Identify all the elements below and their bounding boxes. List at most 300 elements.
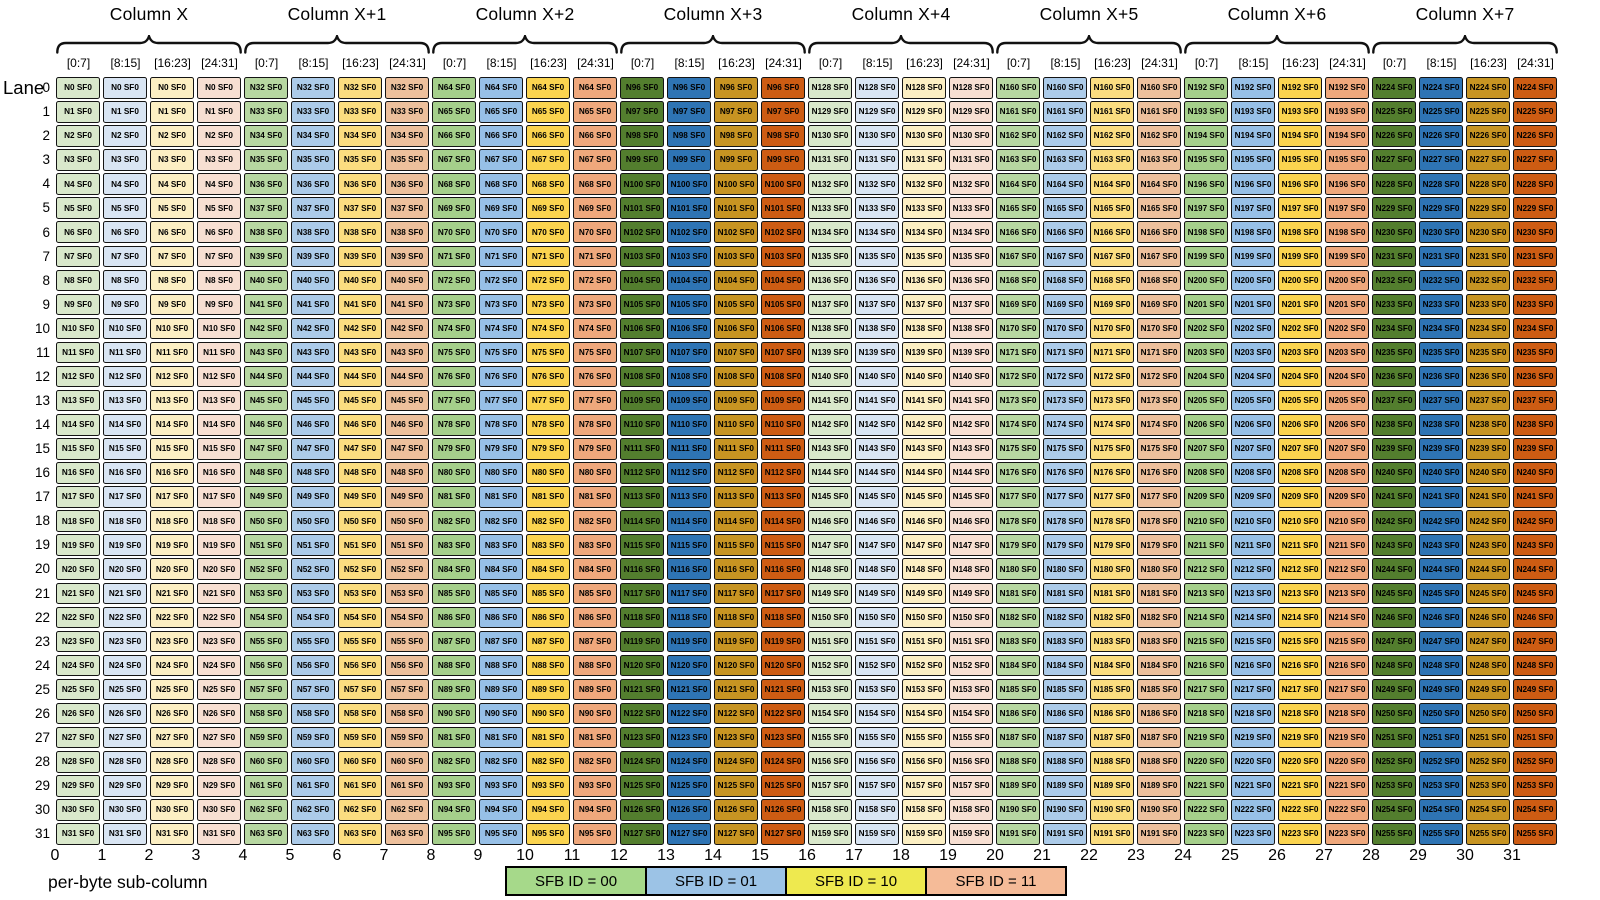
cell: N115 SF0 (761, 534, 805, 556)
cell: N139 SF0 (855, 342, 899, 364)
axis-number: 7 (379, 847, 389, 864)
cell: N130 SF0 (902, 125, 946, 147)
cell: N75 SF0 (432, 342, 476, 364)
cell: N179 SF0 (996, 534, 1040, 556)
cell: N158 SF0 (855, 799, 899, 821)
cell: N238 SF0 (1513, 414, 1557, 436)
cell: N212 SF0 (1184, 558, 1228, 580)
cell: N150 SF0 (949, 607, 993, 629)
cell: N16 SF0 (56, 462, 100, 484)
cell: N232 SF0 (1419, 270, 1463, 292)
cell: N43 SF0 (244, 342, 288, 364)
cell: N240 SF0 (1372, 462, 1416, 484)
cell: N223 SF0 (1231, 823, 1275, 845)
legend-box (505, 866, 647, 896)
cell: N142 SF0 (902, 414, 946, 436)
cell: N77 SF0 (573, 390, 617, 412)
cell: N64 SF0 (573, 77, 617, 99)
cell: N88 SF0 (479, 655, 523, 677)
cell: N95 SF0 (573, 823, 617, 845)
lane-number: 17 (34, 489, 50, 505)
cell: N69 SF0 (526, 197, 570, 219)
cell: N212 SF0 (1231, 558, 1275, 580)
cell: N2 SF0 (197, 125, 241, 147)
cell: N187 SF0 (1090, 727, 1134, 749)
cell: N210 SF0 (1278, 510, 1322, 532)
cell: N195 SF0 (1325, 149, 1369, 171)
cell: N20 SF0 (197, 558, 241, 580)
cell: N104 SF0 (667, 270, 711, 292)
cell: N127 SF0 (667, 823, 711, 845)
cell: N198 SF0 (1231, 221, 1275, 243)
cell: N56 SF0 (338, 655, 382, 677)
column-group-label: Column X+4 (851, 4, 951, 24)
lane-number: 15 (34, 441, 50, 457)
cell: N16 SF0 (150, 462, 194, 484)
legend-label: SFB ID = 11 (955, 872, 1037, 890)
cell: N127 SF0 (620, 823, 664, 845)
cell: N170 SF0 (1090, 318, 1134, 340)
cell: N8 SF0 (56, 270, 100, 292)
cell: N157 SF0 (855, 775, 899, 797)
cell: N81 SF0 (432, 486, 476, 508)
cell: N155 SF0 (855, 727, 899, 749)
cell: N10 SF0 (56, 318, 100, 340)
cell: N213 SF0 (1184, 583, 1228, 605)
cell: N4 SF0 (103, 173, 147, 195)
cell: N121 SF0 (667, 679, 711, 701)
legend-box (645, 866, 787, 896)
cell: N71 SF0 (526, 246, 570, 268)
cell: N179 SF0 (1043, 534, 1087, 556)
cell: N174 SF0 (1043, 414, 1087, 436)
cell: N17 SF0 (197, 486, 241, 508)
cell: N219 SF0 (1278, 727, 1322, 749)
cell: N205 SF0 (1231, 390, 1275, 412)
cell: N126 SF0 (761, 799, 805, 821)
cell: N207 SF0 (1184, 438, 1228, 460)
cell: N189 SF0 (1043, 775, 1087, 797)
cell: N240 SF0 (1513, 462, 1557, 484)
cell: N199 SF0 (1184, 246, 1228, 268)
cell: N116 SF0 (714, 558, 758, 580)
cell: N198 SF0 (1278, 221, 1322, 243)
cell: N37 SF0 (244, 197, 288, 219)
cell: N79 SF0 (479, 438, 523, 460)
cell: N55 SF0 (385, 631, 429, 653)
cell: N219 SF0 (1231, 727, 1275, 749)
cell: N149 SF0 (808, 583, 852, 605)
cell: N12 SF0 (150, 366, 194, 388)
cell: N218 SF0 (1278, 703, 1322, 725)
cell: N225 SF0 (1372, 101, 1416, 123)
cell: N208 SF0 (1184, 462, 1228, 484)
cell: N250 SF0 (1513, 703, 1557, 725)
cell: N72 SF0 (479, 270, 523, 292)
cell: N255 SF0 (1372, 823, 1416, 845)
cell: N239 SF0 (1466, 438, 1510, 460)
cell: N31 SF0 (197, 823, 241, 845)
cell: N109 SF0 (667, 390, 711, 412)
subcolumn-label: [24:31] (389, 56, 426, 70)
axis-number: 3 (191, 847, 201, 864)
cell: N85 SF0 (432, 583, 476, 605)
cell: N124 SF0 (620, 751, 664, 773)
cell: N224 SF0 (1419, 77, 1463, 99)
cell: N79 SF0 (526, 438, 570, 460)
cell: N201 SF0 (1278, 294, 1322, 316)
cell: N156 SF0 (902, 751, 946, 773)
cell: N83 SF0 (526, 534, 570, 556)
cell: N23 SF0 (103, 631, 147, 653)
cell: N175 SF0 (1090, 438, 1134, 460)
cell: N160 SF0 (1137, 77, 1181, 99)
subcolumn-label: [8:15] (110, 56, 141, 70)
cell: N199 SF0 (1231, 246, 1275, 268)
cell: N154 SF0 (949, 703, 993, 725)
cell: N194 SF0 (1184, 125, 1228, 147)
cell: N44 SF0 (338, 366, 382, 388)
cell: N241 SF0 (1372, 486, 1416, 508)
cell: N93 SF0 (479, 775, 523, 797)
cell: N77 SF0 (432, 390, 476, 412)
cell: N227 SF0 (1466, 149, 1510, 171)
cell: N245 SF0 (1372, 583, 1416, 605)
cell: N195 SF0 (1278, 149, 1322, 171)
cell: N82 SF0 (573, 751, 617, 773)
cell: N37 SF0 (338, 197, 382, 219)
cell: N13 SF0 (56, 390, 100, 412)
cell: N236 SF0 (1372, 366, 1416, 388)
column-group-label: Column X+5 (1039, 4, 1139, 24)
cell: N35 SF0 (291, 149, 335, 171)
cell: N53 SF0 (385, 583, 429, 605)
cell: N57 SF0 (244, 679, 288, 701)
cell: N98 SF0 (667, 125, 711, 147)
cell: N162 SF0 (1043, 125, 1087, 147)
cell: N118 SF0 (667, 607, 711, 629)
cell: N237 SF0 (1466, 390, 1510, 412)
cell: N176 SF0 (1090, 462, 1134, 484)
cell: N52 SF0 (244, 558, 288, 580)
cell: N13 SF0 (197, 390, 241, 412)
cell: N182 SF0 (996, 607, 1040, 629)
cell: N80 SF0 (573, 462, 617, 484)
cell: N207 SF0 (1325, 438, 1369, 460)
cell: N56 SF0 (244, 655, 288, 677)
cell: N10 SF0 (197, 318, 241, 340)
cell: N76 SF0 (573, 366, 617, 388)
cell: N97 SF0 (761, 101, 805, 123)
cell: N203 SF0 (1231, 342, 1275, 364)
cell: N142 SF0 (855, 414, 899, 436)
cell: N202 SF0 (1325, 318, 1369, 340)
cell: N23 SF0 (150, 631, 194, 653)
cell: N165 SF0 (1043, 197, 1087, 219)
cell: N222 SF0 (1184, 799, 1228, 821)
cell: N101 SF0 (620, 197, 664, 219)
cell: N90 SF0 (526, 703, 570, 725)
cell: N153 SF0 (855, 679, 899, 701)
cell: N89 SF0 (573, 679, 617, 701)
cell: N242 SF0 (1419, 510, 1463, 532)
cell: N102 SF0 (714, 221, 758, 243)
cell: N138 SF0 (902, 318, 946, 340)
cell: N188 SF0 (1137, 751, 1181, 773)
cell: N229 SF0 (1466, 197, 1510, 219)
cell: N84 SF0 (526, 558, 570, 580)
cell: N33 SF0 (244, 101, 288, 123)
cell: N158 SF0 (902, 799, 946, 821)
cell: N199 SF0 (1278, 246, 1322, 268)
cell: N193 SF0 (1184, 101, 1228, 123)
cell: N196 SF0 (1325, 173, 1369, 195)
subcolumn-label: [16:23] (342, 56, 379, 70)
cell: N188 SF0 (996, 751, 1040, 773)
subcolumn-label: [16:23] (906, 56, 943, 70)
cell: N11 SF0 (103, 342, 147, 364)
cell: N226 SF0 (1466, 125, 1510, 147)
cell: N162 SF0 (1090, 125, 1134, 147)
cell: N200 SF0 (1278, 270, 1322, 292)
cell: N42 SF0 (244, 318, 288, 340)
cell: N238 SF0 (1419, 414, 1463, 436)
cell: N216 SF0 (1231, 655, 1275, 677)
cell: N151 SF0 (808, 631, 852, 653)
cell: N240 SF0 (1466, 462, 1510, 484)
cell: N15 SF0 (150, 438, 194, 460)
lane-number: 10 (34, 320, 50, 336)
cell: N107 SF0 (667, 342, 711, 364)
cell: N184 SF0 (1043, 655, 1087, 677)
cell: N207 SF0 (1278, 438, 1322, 460)
cell: N43 SF0 (385, 342, 429, 364)
cell: N136 SF0 (808, 270, 852, 292)
cell: N161 SF0 (1043, 101, 1087, 123)
lane-number: 24 (34, 657, 50, 673)
cell: N1 SF0 (150, 101, 194, 123)
cell: N250 SF0 (1419, 703, 1463, 725)
cell: N100 SF0 (761, 173, 805, 195)
cell: N97 SF0 (667, 101, 711, 123)
cell: N236 SF0 (1513, 366, 1557, 388)
cell: N62 SF0 (338, 799, 382, 821)
cell: N99 SF0 (620, 149, 664, 171)
axis-number: 25 (1221, 847, 1239, 864)
lane-number: 14 (34, 417, 50, 432)
cell: N49 SF0 (291, 486, 335, 508)
cell: N118 SF0 (620, 607, 664, 629)
cell: N74 SF0 (432, 318, 476, 340)
cell: N16 SF0 (197, 462, 241, 484)
cell: N55 SF0 (244, 631, 288, 653)
cell: N99 SF0 (761, 149, 805, 171)
cell: N13 SF0 (150, 390, 194, 412)
cell: N82 SF0 (432, 510, 476, 532)
cell: N46 SF0 (244, 414, 288, 436)
cell: N38 SF0 (338, 221, 382, 243)
cell: N220 SF0 (1184, 751, 1228, 773)
cell: N255 SF0 (1466, 823, 1510, 845)
cell: N79 SF0 (573, 438, 617, 460)
cell: N14 SF0 (103, 414, 147, 436)
cell: N221 SF0 (1325, 775, 1369, 797)
cell: N167 SF0 (1043, 246, 1087, 268)
cell: N39 SF0 (244, 246, 288, 268)
lane-number: 3 (42, 152, 50, 168)
cell: N218 SF0 (1325, 703, 1369, 725)
cell: N224 SF0 (1466, 77, 1510, 99)
subcolumn-label: [0:7] (66, 56, 91, 70)
cell: N146 SF0 (902, 510, 946, 532)
subcolumn-label: [8:15] (862, 56, 893, 70)
cell: N119 SF0 (761, 631, 805, 653)
cell: N198 SF0 (1184, 221, 1228, 243)
cell: N204 SF0 (1231, 366, 1275, 388)
cell: N227 SF0 (1513, 149, 1557, 171)
cell: N245 SF0 (1419, 583, 1463, 605)
axis-number: 29 (1409, 847, 1427, 864)
cell: N244 SF0 (1513, 558, 1557, 580)
cell: N78 SF0 (432, 414, 476, 436)
cell: N70 SF0 (573, 221, 617, 243)
cell: N158 SF0 (949, 799, 993, 821)
cell: N81 SF0 (432, 727, 476, 749)
cell: N38 SF0 (385, 221, 429, 243)
cell: N249 SF0 (1372, 679, 1416, 701)
cell: N59 SF0 (291, 727, 335, 749)
cell: N94 SF0 (573, 799, 617, 821)
cell: N12 SF0 (56, 366, 100, 388)
cell: N186 SF0 (996, 703, 1040, 725)
cell: N209 SF0 (1184, 486, 1228, 508)
cell: N251 SF0 (1513, 727, 1557, 749)
cell: N236 SF0 (1466, 366, 1510, 388)
cell: N47 SF0 (244, 438, 288, 460)
cell: N110 SF0 (714, 414, 758, 436)
cell: N215 SF0 (1184, 631, 1228, 653)
cell: N180 SF0 (1090, 558, 1134, 580)
cell: N40 SF0 (385, 270, 429, 292)
cell: N196 SF0 (1231, 173, 1275, 195)
cell: N24 SF0 (197, 655, 241, 677)
cell: N29 SF0 (150, 775, 194, 797)
cell: N61 SF0 (385, 775, 429, 797)
cell: N180 SF0 (1137, 558, 1181, 580)
cell: N82 SF0 (526, 510, 570, 532)
cell: N135 SF0 (902, 246, 946, 268)
cell: N84 SF0 (479, 558, 523, 580)
cell: N43 SF0 (338, 342, 382, 364)
cell: N101 SF0 (667, 197, 711, 219)
cell: N21 SF0 (150, 583, 194, 605)
cell: N201 SF0 (1231, 294, 1275, 316)
cell: N49 SF0 (244, 486, 288, 508)
cell: N62 SF0 (291, 799, 335, 821)
cell: N70 SF0 (526, 221, 570, 243)
cell: N125 SF0 (667, 775, 711, 797)
cell: N214 SF0 (1325, 607, 1369, 629)
cell: N16 SF0 (103, 462, 147, 484)
cell: N110 SF0 (667, 414, 711, 436)
cell: N40 SF0 (338, 270, 382, 292)
cell: N206 SF0 (1184, 414, 1228, 436)
subcolumn-label: [0:7] (442, 56, 467, 70)
lane-number: 12 (34, 368, 50, 384)
cell: N113 SF0 (620, 486, 664, 508)
cell: N30 SF0 (103, 799, 147, 821)
cell: N119 SF0 (667, 631, 711, 653)
cell: N73 SF0 (432, 294, 476, 316)
cell: N243 SF0 (1466, 534, 1510, 556)
cell: N99 SF0 (714, 149, 758, 171)
cell: N218 SF0 (1184, 703, 1228, 725)
cell: N127 SF0 (761, 823, 805, 845)
cell: N172 SF0 (996, 366, 1040, 388)
cell: N215 SF0 (1278, 631, 1322, 653)
cell: N109 SF0 (714, 390, 758, 412)
axis-number: 16 (798, 847, 816, 864)
cell: N203 SF0 (1325, 342, 1369, 364)
cell: N146 SF0 (808, 510, 852, 532)
cell: N147 SF0 (855, 534, 899, 556)
cell: N177 SF0 (1137, 486, 1181, 508)
cell: N152 SF0 (855, 655, 899, 677)
cell: N236 SF0 (1419, 366, 1463, 388)
cell: N178 SF0 (1090, 510, 1134, 532)
cell: N188 SF0 (1090, 751, 1134, 773)
cell: N54 SF0 (291, 607, 335, 629)
cell: N66 SF0 (479, 125, 523, 147)
cell: N233 SF0 (1419, 294, 1463, 316)
cell: N82 SF0 (526, 751, 570, 773)
cell: N231 SF0 (1419, 246, 1463, 268)
cell: N27 SF0 (197, 727, 241, 749)
cell: N68 SF0 (432, 173, 476, 195)
cell: N193 SF0 (1278, 101, 1322, 123)
cell: N237 SF0 (1372, 390, 1416, 412)
lane-number: 28 (34, 754, 50, 769)
cell: N9 SF0 (103, 294, 147, 316)
cell: N251 SF0 (1466, 727, 1510, 749)
cell: N165 SF0 (1137, 197, 1181, 219)
cell: N251 SF0 (1419, 727, 1463, 749)
cell: N17 SF0 (150, 486, 194, 508)
axis-number: 24 (1174, 847, 1192, 864)
cell: N132 SF0 (902, 173, 946, 195)
cell: N62 SF0 (385, 799, 429, 821)
cell: N59 SF0 (385, 727, 429, 749)
cell: N149 SF0 (949, 583, 993, 605)
cell: N180 SF0 (1043, 558, 1087, 580)
cell: N44 SF0 (385, 366, 429, 388)
axis-number: 5 (285, 847, 295, 864)
cell: N153 SF0 (949, 679, 993, 701)
cell: N89 SF0 (479, 679, 523, 701)
cell: N117 SF0 (620, 583, 664, 605)
cell: N7 SF0 (56, 246, 100, 268)
cell: N233 SF0 (1466, 294, 1510, 316)
cell: N213 SF0 (1231, 583, 1275, 605)
axis-number: 22 (1080, 847, 1098, 864)
cell: N78 SF0 (573, 414, 617, 436)
cell: N216 SF0 (1325, 655, 1369, 677)
cell: N159 SF0 (902, 823, 946, 845)
cell: N60 SF0 (385, 751, 429, 773)
cell: N109 SF0 (620, 390, 664, 412)
cell: N51 SF0 (338, 534, 382, 556)
lane-number: 30 (34, 802, 50, 818)
